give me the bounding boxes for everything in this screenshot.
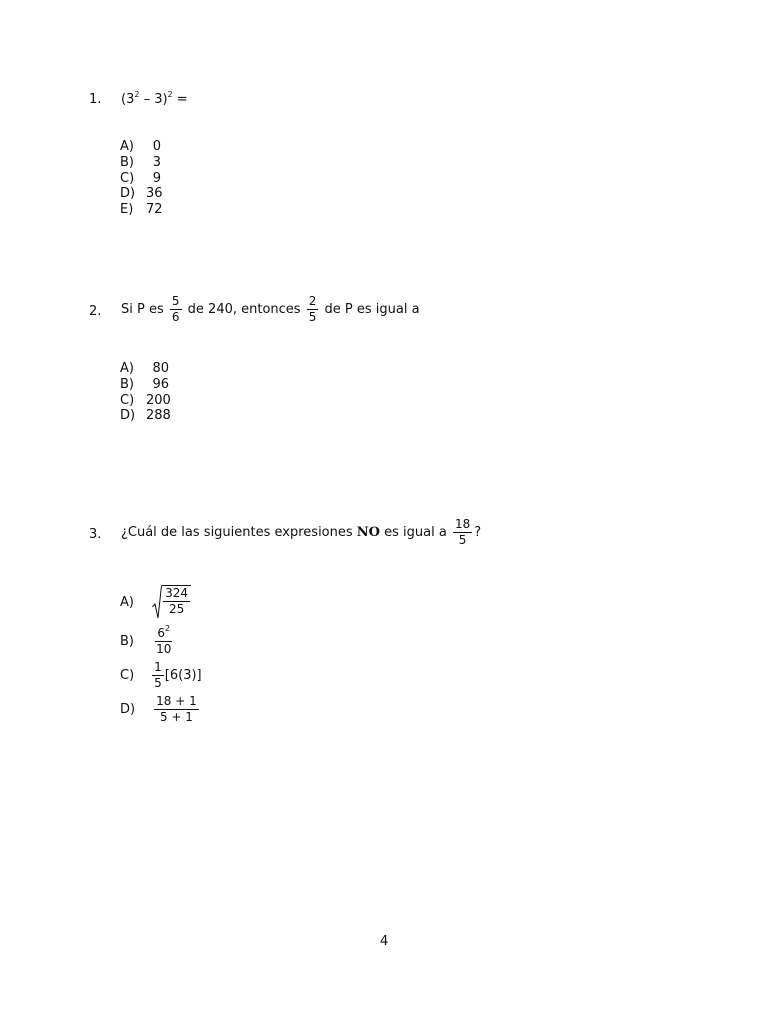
q3-statement: [121, 518, 481, 547]
fraction-denominator: 5: [308, 310, 317, 324]
q3-option-b[interactable]: [120, 624, 175, 656]
q2-options: [120, 361, 169, 424]
fraction-denominator: 5: [154, 676, 162, 690]
q2-text-b: de 240, entonces: [187, 302, 301, 317]
q2-option-d[interactable]: [120, 408, 169, 424]
fraction-numerator: 18 + 1: [156, 694, 197, 708]
numerator-base: 6: [157, 626, 166, 640]
option-letter: B): [120, 376, 134, 392]
option-value: 36: [146, 186, 163, 202]
q1-option-c[interactable]: [120, 171, 161, 187]
fraction-numerator: 1: [154, 660, 162, 674]
q1-option-d[interactable]: [120, 186, 161, 202]
option-letter: B): [120, 634, 134, 649]
option-value: 9: [152, 170, 161, 186]
radical-sign-icon: [152, 585, 162, 619]
option-letter: C): [120, 668, 135, 683]
fraction-denominator: 10: [156, 642, 172, 656]
q3-option-c[interactable]: [120, 661, 202, 690]
fraction-numerator: 5: [171, 294, 180, 308]
q3-text-bold: NO: [356, 525, 380, 540]
q3-option-c-rest: [6(3)]: [164, 668, 202, 683]
q1-options: [120, 139, 161, 218]
option-value: 3: [152, 154, 161, 170]
q2-fraction-2: [307, 295, 319, 324]
numerator-exponent: 2: [165, 624, 171, 633]
q2-option-b[interactable]: [120, 377, 169, 393]
q3-number: 3.: [89, 527, 102, 542]
q3-option-c-fraction: [152, 661, 164, 690]
option-value: 200: [146, 392, 171, 408]
q2-number: 2.: [89, 304, 102, 319]
option-letter: D): [120, 408, 136, 424]
q2-option-c[interactable]: [120, 393, 169, 409]
fraction-denominator: 25: [168, 602, 185, 616]
page-number: 4: [380, 934, 389, 949]
option-letter: B): [120, 154, 134, 170]
q2-text-a: Si P es: [121, 302, 164, 317]
option-letter: C): [120, 170, 135, 186]
q3-fraction: [453, 518, 472, 547]
q2-option-a[interactable]: [120, 361, 169, 377]
q3-text-end: ?: [474, 525, 482, 540]
q1-exp-outer: 2: [167, 90, 173, 99]
fraction-numerator: 2: [308, 294, 317, 308]
fraction-numerator: [155, 624, 172, 642]
q1-expression: [121, 92, 188, 107]
fraction-denominator: 5 + 1: [159, 710, 193, 724]
q1-exp-inner: 2: [134, 90, 140, 99]
q1-option-b[interactable]: [120, 155, 161, 171]
q1-option-e[interactable]: [120, 202, 161, 218]
option-letter: A): [120, 139, 134, 154]
option-letter: C): [120, 392, 135, 408]
sqrt-body: [162, 585, 191, 619]
q3-text-a: ¿Cuál de las siguientes expresiones: [121, 525, 353, 540]
q2-fraction-1: [170, 295, 182, 324]
fraction-numerator: 324: [165, 586, 189, 600]
option-letter: A): [120, 594, 134, 610]
q1-expr-end: =: [172, 92, 188, 107]
option-value: 0: [152, 139, 161, 154]
fraction-denominator: 5: [458, 533, 467, 547]
q1-expr-mid: – 3): [139, 92, 168, 107]
option-value: 288: [146, 408, 171, 424]
q3-option-a[interactable]: [120, 585, 191, 619]
sqrt-fraction: [163, 587, 190, 616]
option-letter: D): [120, 186, 136, 202]
option-letter: A): [120, 361, 134, 376]
q1-number: 1.: [89, 92, 102, 107]
q1-expr-open: (3: [121, 92, 135, 107]
q1-option-a[interactable]: [120, 139, 161, 155]
option-letter: D): [120, 702, 136, 717]
option-value: 80: [152, 361, 169, 376]
option-value: 72: [146, 202, 163, 218]
option-value: 96: [152, 376, 169, 392]
q3-text-b: es igual a: [384, 525, 447, 540]
q3-option-b-fraction: [154, 624, 173, 656]
option-letter: E): [120, 202, 134, 218]
fraction-numerator: 18: [454, 517, 471, 531]
fraction-denominator: 6: [171, 310, 180, 324]
q2-text-c: de P es igual a: [324, 302, 420, 317]
sqrt-expression: [152, 585, 191, 619]
q2-statement: [121, 295, 420, 324]
q3-option-d-fraction: [154, 695, 199, 724]
q3-option-d[interactable]: [120, 695, 201, 724]
